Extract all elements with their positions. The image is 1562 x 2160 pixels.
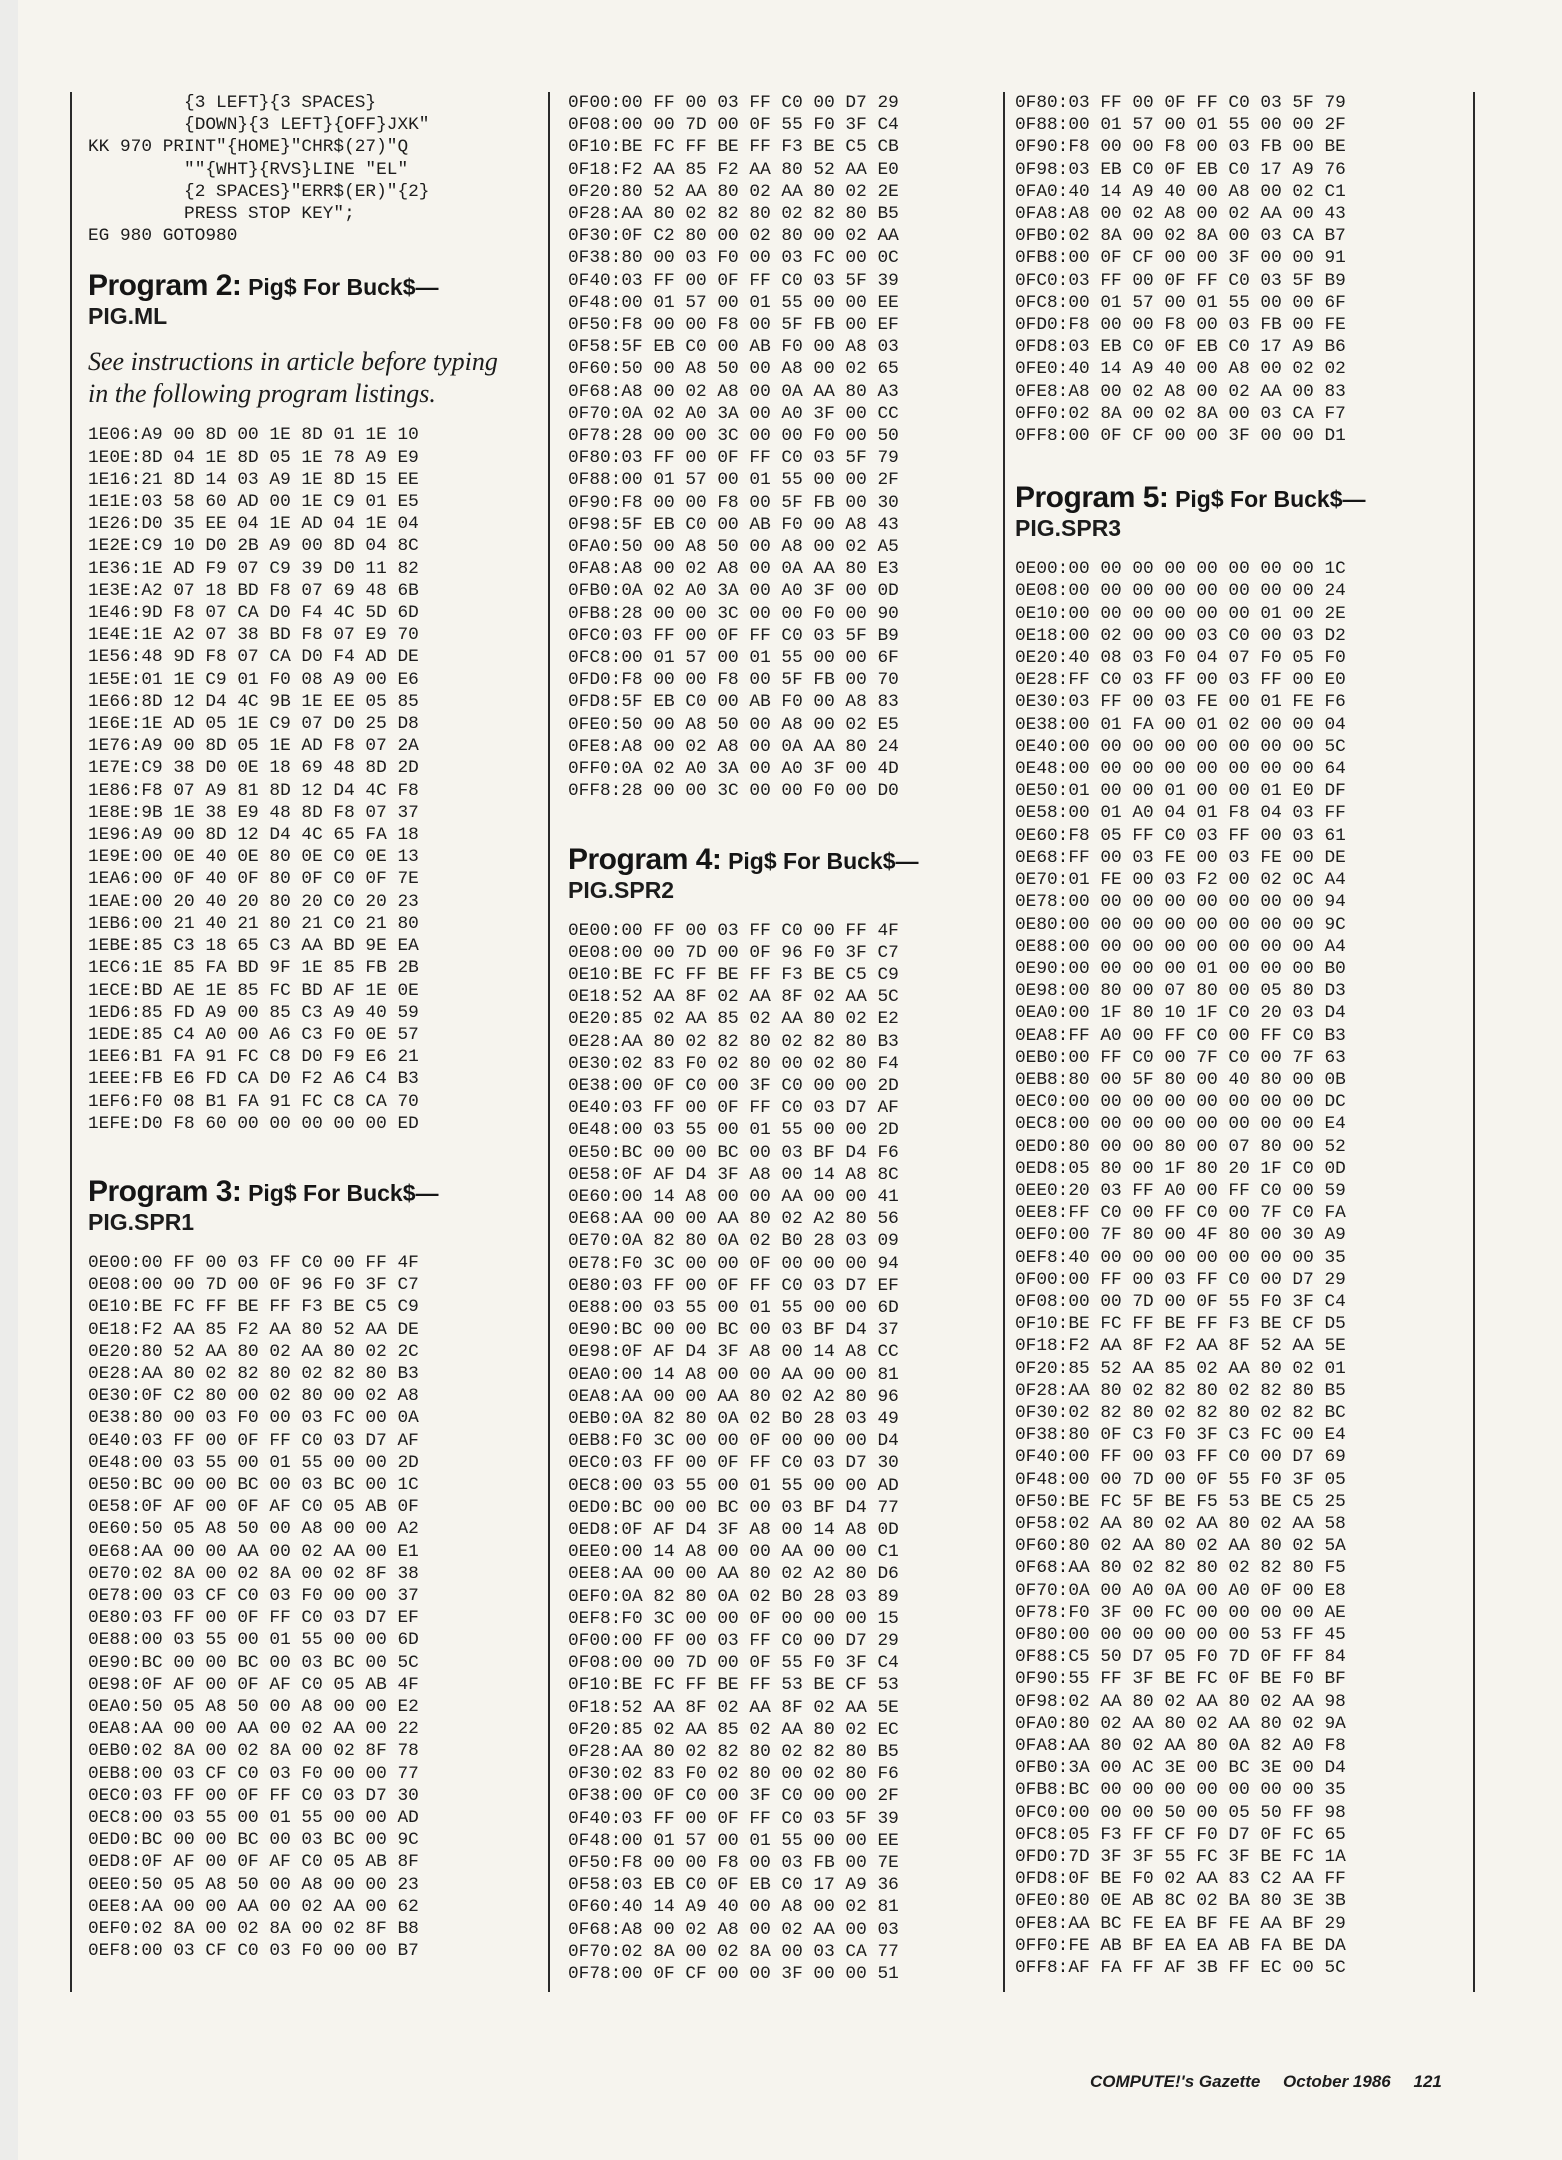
page-number: 121 [1413,2072,1442,2091]
magazine-name: COMPUTE!'s Gazette [1090,2072,1261,2091]
program-5-heading: Program 5: Pig$ For Buck$— [1015,481,1366,515]
program-3-filename: PIG.SPR1 [88,1208,195,1235]
program-4-listing-continued: 0F80:03 FF 00 0F FF C0 03 5F 79 0F88:00 01 57 00 01 55 00 00 2F 0F90:F8 00 00 F8 00 03 FB 00 BE 0F98:03 EB C0 0F EB C0 17 A9 76 0FA0:40 14 A9 40 00 A8 00 02 C1 0FA8:A8 00 02 A8 00 02 AA 00 43 0FB0:02 8A 00 02 8A 00 03 CA B7 0FB8:00 0F CF 00 00 3F 00 00 91 0FC0:03 FF 00 0F FF C0 03 5F B9 0FC8:00 01 57 00 01 55 00 00 6F 0FD0:F8 00 00 F8 00 03 FB 00 FE 0FD8:03 EB C0 0F EB C0 17 A9 B6 0FE0:40 14 A9 40 00 A8 00 02 02 0FE8:A8 00 02 A8 00 02 AA 00 83 0FF0:02 8A 00 02 8A 00 03 CA F7 0FF8:00 0F CF 00 00 3F 00 00 D1 [1015,93,1346,447]
program-2-listing: 1E06:A9 00 8D 00 1E 8D 01 1E 10 1E0E:8D 04 1E 8D 05 1E 78 A9 E9 1E16:21 8D 14 03 A9 1E 8D 15 EE 1E1E:03 58 60 AD 00 1E C9 01 E5 1E26:D0 35 EE 04 1E AD 04 1E 04 1E2E:C9 10 D0 2B A9 00 8D 04 8C 1E36:1E AD F9 07 C9 39 D0 11 82 1E3E:A2 07 18 BD F8 07 69 48 6B 1E46:9D F8 07 CA D0 F4 4C 5D 6D 1E4E:1E A2 07 38 BD F8 07 E9 70 1E56:48 9D F8 07 CA D0 F4 AD DE 1E5E:01 1E C9 01 F0 08 A9 00 E6 1E66:8D 12 D4 4C 9B 1E EE 05 85 1E6E:1E AD 05 1E C9 07 D0 25 D8 1E76:A9 00 8D 05 1E AD F8 07 2A 1E7E:C9 38 D0 0E 18 69 48 8D 2D 1E86:F8 07 A9 81 8D 12 D4 4C F8 1E8E:9B 1E 38 E9 48 8D F8 07 37 1E96:A9 00 8D 12 D4 4C 65 FA 18 1E9E:00 0E 40 0E 80 0E C0 0E 13 1EA6:00 0F 40 0F 80 0F C0 0F 7E 1EAE:00 20 40 20 80 20 C0 20 23 1EB6:00 21 40 21 80 21 C0 21 80 1EBE:85 C3 18 65 C3 AA BD 9E EA 1EC6:1E 85 FA BD 9F 1E 85 FB 2B 1ECE:BD AE 1E 85 FC BD AF 1E 0E 1ED6:85 FD A9 00 85 C3 A9 40 59 1EDE:85 C4 A0 00 A6 C3 F0 0E 57 1EE6:B1 FA 91 FC C8 D0 F9 E6 21 1EEE:FB E6 FD CA D0 F2 A6 C4 B3 1EF6:F0 08 B1 FA 91 FC C8 CA 70 1EFE:D0 F8 60 00 00 00 00 00 ED [88,425,419,1134]
column-rule [548,92,550,1992]
program-4-listing: 0E00:00 FF 00 03 FF C0 00 FF 4F 0E08:00 00 7D 00 0F 96 F0 3F C7 0E10:BE FC FF BE FF F3 BE C5 C9 0E18:52 AA 8F 02 AA 8F 02 AA 5C 0E20:85 02 AA 85 02 AA 80 02 E2 0E28:AA 80 02 82 80 02 82 80 B3 0E30:02 83 F0 02 80 00 02 80 F4 0E38:00 0F C0 00 3F C0 00 00 2D 0E40:03 FF 00 0F FF C0 03 D7 AF 0E48:00 03 55 00 01 55 00 00 2D 0E50:BC 00 00 BC 00 03 BF D4 F6 0E58:0F AF D4 3F A8 00 14 A8 8C 0E60:00 14 A8 00 00 AA 00 00 41 0E68:AA 00 00 AA 80 02 A2 80 56 0E70:0A 82 80 0A 02 B0 28 03 09 0E78:F0 3C 00 00 0F 00 00 00 94 0E80:03 FF 00 0F FF C0 03 D7 EF 0E88:00 03 55 00 01 55 00 00 6D 0E90:BC 00 00 BC 00 03 BF D4 37 0E98:0F AF D4 3F A8 00 14 A8 CC 0EA0:00 14 A8 00 00 AA 00 00 81 0EA8:AA 00 00 AA 80 02 A2 80 96 0EB0:0A 82 80 0A 02 B0 28 03 49 0EB8:F0 3C 00 00 0F 00 00 00 D4 0EC0:03 FF 00 0F FF C0 03 D7 30 0EC8:00 03 55 00 01 55 00 00 AD 0ED0:BC 00 00 BC 00 03 BF D4 77 0ED8:0F AF D4 3F A8 00 14 A8 0D 0EE0:00 14 A8 00 00 AA 00 00 C1 0EE8:AA 00 00 AA 80 02 A2 80 D6 0EF0:0A 82 80 0A 02 B0 28 03 89 0EF8:F0 3C 00 00 0F 00 00 00 15 0F00:00 FF 00 03 FF C0 00 D7 29 0F08:00 00 7D 00 0F 55 F0 3F C4 0F10:BE FC FF BE FF 53 BE CF 53 0F18:52 AA 8F 02 AA 8F 02 AA 5E 0F20:85 02 AA 85 02 AA 80 02 EC 0F28:AA 80 02 82 80 02 82 80 B5 0F30:02 83 F0 02 80 00 02 80 F6 0F38:00 0F C0 00 3F C0 00 00 2F 0F40:03 FF 00 0F FF C0 03 5F 39 0F48:00 01 57 00 01 55 00 00 EE 0F50:F8 00 00 F8 00 03 FB 00 7E 0F58:03 EB C0 0F EB C0 17 A9 36 0F60:40 14 A9 40 00 A8 00 02 81 0F68:A8 00 02 A8 00 02 AA 00 03 0F70:02 8A 00 02 8A 00 03 CA 77 0F78:00 0F CF 00 00 3F 00 00 51 [568,920,899,1985]
column-rule [70,92,72,1992]
program-5-listing: 0E00:00 00 00 00 00 00 00 00 1C 0E08:00 00 00 00 00 00 00 00 24 0E10:00 00 00 00 00 00 01 00 2E 0E18:00 02 00 00 03 C0 00 03 D2 0E20:40 08 03 F0 04 07 F0 05 F0 0E28:FF C0 03 FF 00 03 FF 00 E0 0E30:03 FF 00 03 FE 00 01 FE F6 0E38:00 01 FA 00 01 02 00 00 04 0E40:00 00 00 00 00 00 00 00 5C 0E48:00 00 00 00 00 00 00 00 64 0E50:01 00 00 01 00 00 01 E0 DF 0E58:00 01 A0 04 01 F8 04 03 FF 0E60:F8 05 FF C0 03 FF 00 03 61 0E68:FF 00 03 FE 00 03 FE 00 DE 0E70:01 FE 00 03 F2 00 02 0C A4 0E78:00 00 00 00 00 00 00 00 94 0E80:00 00 00 00 00 00 00 00 9C 0E88:00 00 00 00 00 00 00 00 A4 0E90:00 00 00 00 01 00 00 00 B0 0E98:00 80 00 07 80 00 05 80 D3 0EA0:00 1F 80 10 1F C0 20 03 D4 0EA8:FF A0 00 FF C0 00 FF C0 B3 0EB0:00 FF C0 00 7F C0 00 7F 63 0EB8:80 00 5F 80 00 40 80 00 0B 0EC0:00 00 00 00 00 00 00 00 DC 0EC8:00 00 00 00 00 00 00 00 E4 0ED0:80 00 00 80 00 07 80 00 52 0ED8:05 80 00 1F 80 20 1F C0 0D 0EE0:20 03 FF A0 00 FF C0 00 59 0EE8:FF C0 00 FF C0 00 7F C0 FA 0EF0:00 7F 80 00 4F 80 00 30 A9 0EF8:40 00 00 00 00 00 00 00 35 0F00:00 FF 00 03 FF C0 00 D7 29 0F08:00 00 7D 00 0F 55 F0 3F C4 0F10:BE FC FF BE FF F3 BE CF D5 0F18:F2 AA 8F F2 AA 8F 52 AA 5E 0F20:85 52 AA 85 02 AA 80 02 01 0F28:AA 80 02 82 80 02 82 80 B5 0F30:02 82 80 02 82 80 02 82 BC 0F38:80 0F C3 F0 3F C3 FC 00 E4 0F40:00 FF 00 03 FF C0 00 D7 69 0F48:00 00 7D 00 0F 55 F0 3F 05 0F50:BE FC 5F BE F5 53 BE C5 25 0F58:02 AA 80 02 AA 80 02 AA 58 0F60:80 02 AA 80 02 AA 80 02 5A 0F68:AA 80 02 82 80 02 82 80 F5 0F70:0A 00 A0 0A 00 A0 0F 00 E8 0F78:F0 3F 00 FC 00 00 00 00 AE 0F80:00 00 00 00 00 00 53 FF 45 0F88:C5 50 D7 05 F0 7D 0F FF 84 0F90:55 FF 3F BE FC 0F BE F0 BF 0F98:02 AA 80 02 AA 80 02 AA 98 0FA0:80 02 AA 80 02 AA 80 02 9A 0FA8:AA 80 02 AA 80 0A 82 A0 F8 0FB0:3A 00 AC 3E 00 BC 3E 00 D4 0FB8:BC 00 00 00 00 00 00 00 35 0FC0:00 00 00 50 00 05 50 FF 98 0FC8:05 F3 FF CF F0 D7 0F FC 65 0FD0:7D 3F 3F 55 FC 3F BE FC 1A 0FD8:0F BE F0 02 AA 83 C2 AA FF 0FE0:80 0E AB 8C 02 BA 80 3E 3B 0FE8:AA BC FE EA BF FE AA BF 29 0FF0:FE AB BF EA EA AB FA BE DA 0FF8:AF FA FF AF 3B FF EC 00 5C [1015,559,1346,1979]
program-2-filename: PIG.ML [88,303,168,330]
program-4-heading: Program 4: Pig$ For Buck$— [568,842,919,876]
column-right [1015,92,1460,1979]
basic-listing-tail: {3 LEFT}{3 SPACES} {DOWN}{3 LEFT}{OFF}JXK" KK 970 PRINT"{HOME}"CHR$(27)"Q ""{WHT}{RVS}LINE "EL" {2 SPACES}"ERR$(ER)"{2} PRESS STOP KEY"; EG 980 GOTO980 [88,93,430,247]
page-edge [0,0,18,2160]
program-4-filename: PIG.SPR2 [568,876,675,903]
page-footer [1090,2072,1460,2092]
program-2-instructions: See instructions in article before typing in the following program listings. [88,347,498,409]
column-rule [1473,92,1475,1992]
column-middle [568,92,1008,1985]
program-3-listing: 0E00:00 FF 00 03 FF C0 00 FF 4F 0E08:00 00 7D 00 0F 96 F0 3F C7 0E10:BE FC FF BE FF F3 BE C5 C9 0E18:F2 AA 85 F2 AA 80 52 AA DE 0E20:80 52 AA 80 02 AA 80 02 2C 0E28:AA 80 02 82 80 02 82 80 B3 0E30:0F C2 80 00 02 80 00 02 A8 0E38:80 00 03 F0 00 03 FC 00 0A 0E40:03 FF 00 0F FF C0 03 D7 AF 0E48:00 03 55 00 01 55 00 00 2D 0E50:BC 00 00 BC 00 03 BC 00 1C 0E58:0F AF 00 0F AF C0 05 AB 0F 0E60:50 05 A8 50 00 A8 00 00 A2 0E68:AA 00 00 AA 00 02 AA 00 E1 0E70:02 8A 00 02 8A 00 02 8F 38 0E78:00 03 CF C0 03 F0 00 00 37 0E80:03 FF 00 0F FF C0 03 D7 EF 0E88:00 03 55 00 01 55 00 00 6D 0E90:BC 00 00 BC 00 03 BC 00 5C 0E98:0F AF 00 0F AF C0 05 AB 4F 0EA0:50 05 A8 50 00 A8 00 00 E2 0EA8:AA 00 00 AA 00 02 AA 00 22 0EB0:02 8A 00 02 8A 00 02 8F 78 0EB8:00 03 CF C0 03 F0 00 00 77 0EC0:03 FF 00 0F FF C0 03 D7 30 0EC8:00 03 55 00 01 55 00 00 AD 0ED0:BC 00 00 BC 00 03 BC 00 9C 0ED8:0F AF 00 0F AF C0 05 AB 8F 0EE0:50 05 A8 50 00 A8 00 00 23 0EE8:AA 00 00 AA 00 02 AA 00 62 0EF0:02 8A 00 02 8A 00 02 8F B8 0EF8:00 03 CF C0 03 F0 00 00 B7 [88,1252,419,1962]
column-left [88,92,518,1962]
issue-date: October 1986 [1283,2072,1391,2091]
program-5-filename: PIG.SPR3 [1015,515,1122,542]
program-3-heading: Program 3: Pig$ For Buck$— [88,1174,439,1208]
program-3-listing-continued: 0F00:00 FF 00 03 FF C0 00 D7 29 0F08:00 00 7D 00 0F 55 F0 3F C4 0F10:BE FC FF BE FF F3 BE C5 CB 0F18:F2 AA 85 F2 AA 80 52 AA E0 0F20:80 52 AA 80 02 AA 80 02 2E 0F28:AA 80 02 82 80 02 82 80 B5 0F30:0F C2 80 00 02 80 00 02 AA 0F38:80 00 03 F0 00 03 FC 00 0C 0F40:03 FF 00 0F FF C0 03 5F 39 0F48:00 01 57 00 01 55 00 00 EE 0F50:F8 00 00 F8 00 5F FB 00 EF 0F58:5F EB C0 00 AB F0 00 A8 03 0F60:50 00 A8 50 00 A8 00 02 65 0F68:A8 00 02 A8 00 0A AA 80 A3 0F70:0A 02 A0 3A 00 A0 3F 00 CC 0F78:28 00 00 3C 00 00 F0 00 50 0F80:03 FF 00 0F FF C0 03 5F 79 0F88:00 01 57 00 01 55 00 00 2F 0F90:F8 00 00 F8 00 5F FB 00 30 0F98:5F EB C0 00 AB F0 00 A8 43 0FA0:50 00 A8 50 00 A8 00 02 A5 0FA8:A8 00 02 A8 00 0A AA 80 E3 0FB0:0A 02 A0 3A 00 A0 3F 00 0D 0FB8:28 00 00 3C 00 00 F0 00 90 0FC0:03 FF 00 0F FF C0 03 5F B9 0FC8:00 01 57 00 01 55 00 00 6F 0FD0:F8 00 00 F8 00 5F FB 00 70 0FD8:5F EB C0 00 AB F0 00 A8 83 0FE0:50 00 A8 50 00 A8 00 02 E5 0FE8:A8 00 02 A8 00 0A AA 80 24 0FF0:0A 02 A0 3A 00 A0 3F 00 4D 0FF8:28 00 00 3C 00 00 F0 00 D0 [568,93,899,802]
program-2-heading: Program 2: Pig$ For Buck$— [88,269,439,303]
